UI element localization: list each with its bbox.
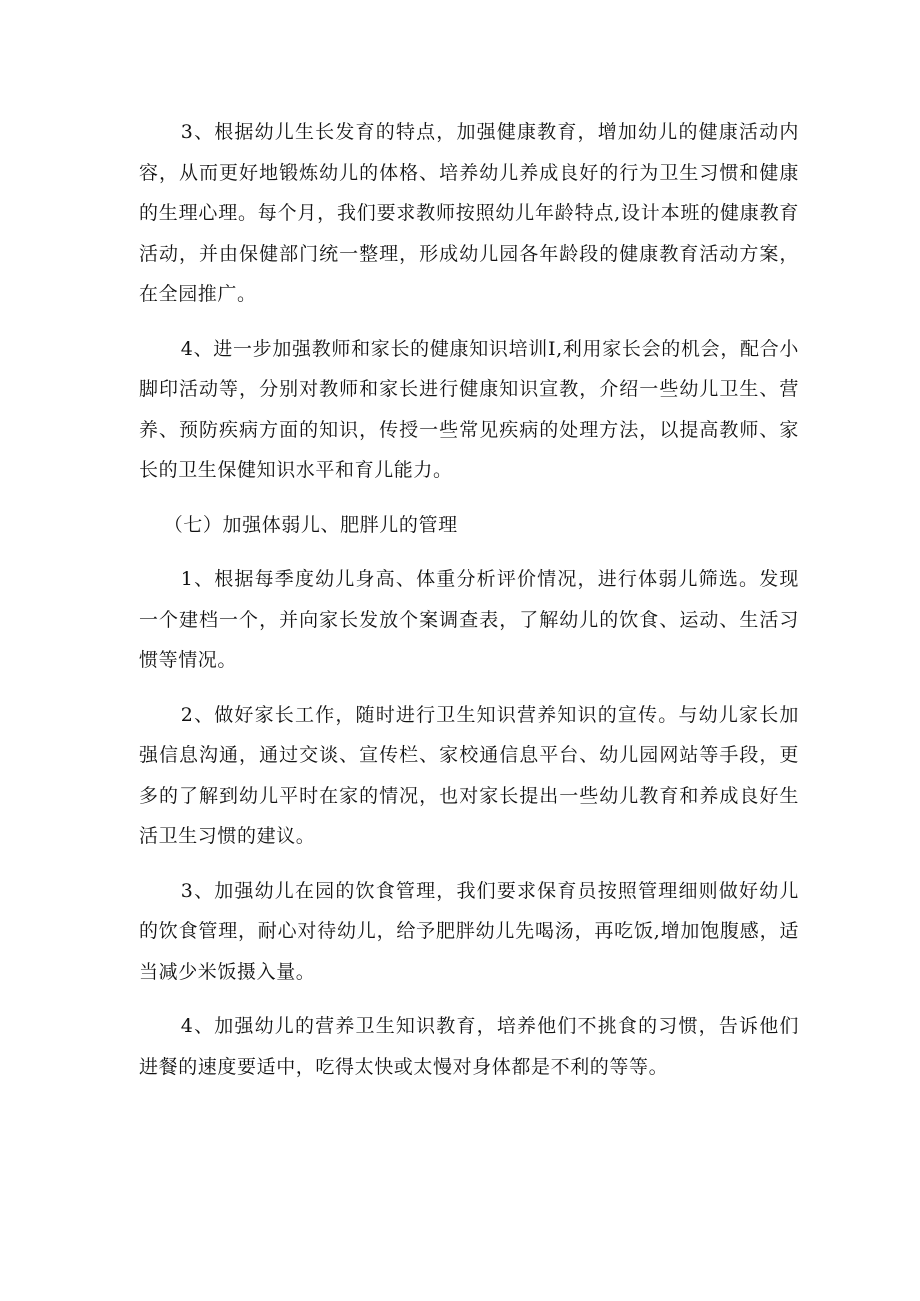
paragraph-text: 4、进一步加强教师和家长的健康知识培训I,利用家长会的机会，配合小脚印活动等，分别对教师和家长进行健康知识宣教，介绍一些幼儿卫生、营养、预防疾病方面的知识，传授一些常见疾病的处理方法，以提高教师、家长的卫生保健知识水平和育儿能力。 bbox=[139, 337, 799, 481]
section-heading bbox=[139, 505, 799, 546]
paragraph-text: 2、做好家长工作，随时进行卫生知识营养知识的宣传。与幼儿家长加强信息沟通，通过交谈、宣传栏、家校通信息平台、幼儿园网站等手段，更多的了解到幼儿平时在家的情况，也对家长提出一些幼儿教育和养成良好生活卫生习惯的建议。 bbox=[139, 703, 799, 847]
paragraph-text: 3、根据幼儿生长发育的特点，加强健康教育，增加幼儿的健康活动内容，从而更好地锻炼幼儿的体格、培养幼儿养成良好的行为卫生习惯和健康的生理心理。每个月，我们要求教师按照幼儿年龄特点,设计本班的健康教育活动，并由保健部门统一整理，形成幼儿园各年龄段的健康教育活动方案，在全园推广。 bbox=[139, 121, 799, 305]
paragraph-text: 4、加强幼儿的营养卫生知识教育，培养他们不挑食的习惯，告诉他们进餐的速度要适中，吃得太快或太慢对身体都是不利的等等。 bbox=[139, 1015, 799, 1078]
paragraph-knowledge-training bbox=[139, 329, 799, 491]
heading-text: （七）加强体弱儿、肥胖儿的管理 bbox=[163, 513, 458, 536]
paragraph-text: 3、加强幼儿在园的饮食管理，我们要求保育员按照管理细则做好幼儿的饮食管理，耐心对待幼儿，给予肥胖幼儿先喝汤，再吃饭,增加饱腹感，适当减少米饭摄入量。 bbox=[139, 879, 799, 983]
paragraph-text: 1、根据每季度幼儿身高、体重分析评价情况，进行体弱儿筛选。发现一个建档一个，并向家长发放个案调查表，了解幼儿的饮食、运动、生活习惯等情况。 bbox=[139, 568, 799, 671]
document-body bbox=[139, 112, 799, 1101]
paragraph-screening bbox=[139, 559, 799, 681]
paragraph-health-education bbox=[139, 112, 799, 315]
paragraph-nutrition-education bbox=[139, 1006, 799, 1087]
paragraph-diet-management bbox=[139, 871, 799, 993]
paragraph-parent-work bbox=[139, 695, 799, 857]
